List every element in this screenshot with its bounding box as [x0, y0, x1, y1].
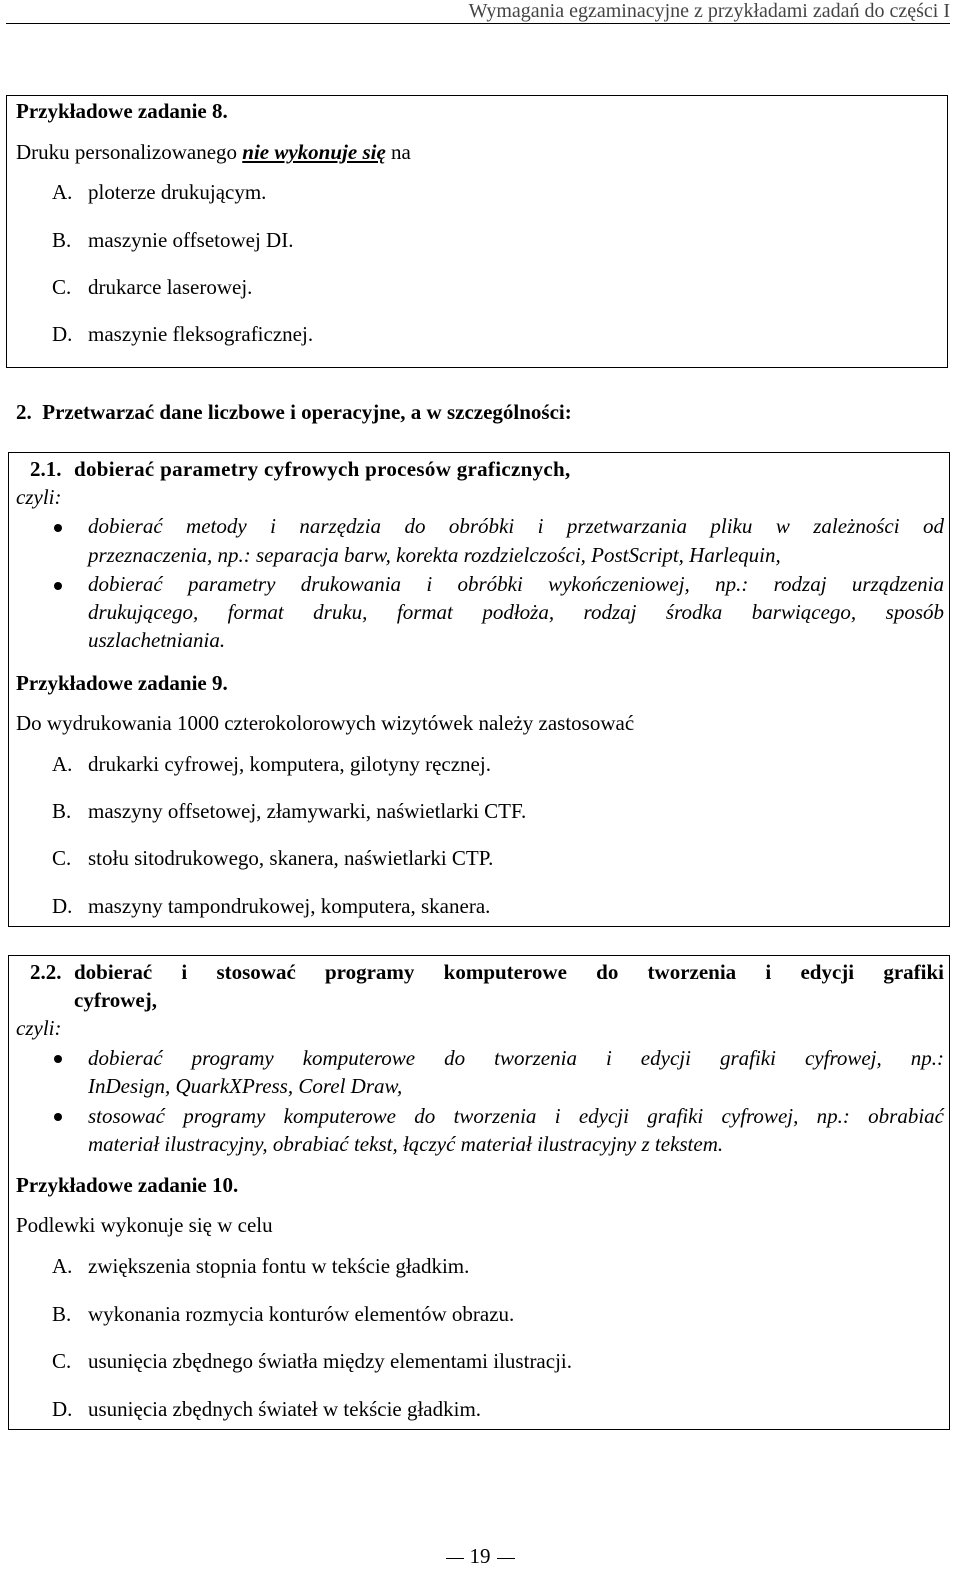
task9-heading: Przykładowe zadanie 9. — [16, 671, 228, 695]
task8-heading: Przykładowe zadanie 8. — [16, 99, 228, 123]
header-rule — [6, 23, 950, 24]
task10-option-d: D. usunięcia zbędnych świateł w tekście gładkim. — [52, 1397, 482, 1421]
bullet-dot — [54, 1055, 62, 1063]
dash-right — [497, 1558, 515, 1559]
bullet-dot — [54, 1113, 62, 1121]
bullet-dot — [54, 524, 62, 532]
block21-bullet1-line1: dobierać metody i narzędzia do obróbki i przetwarzania pliku w zależności od — [88, 514, 944, 538]
block21-czyli: czyli: — [16, 485, 62, 509]
task8-option-d: D. maszynie fleksograficznej. — [52, 322, 314, 346]
task10-heading: Przykładowe zadanie 10. — [16, 1173, 239, 1197]
block21-bullet2-line3: uszlachetniania. — [88, 628, 226, 652]
section2-heading: 2. Przetwarzać dane liczbowe i operacyjne, a w szczególności: — [16, 400, 572, 424]
block21-title: dobierać parametry cyfrowych procesów graficznych, — [74, 457, 571, 481]
block21-bullet2-line2: drukującego, format druku, format podłoża, rodzaj środka barwiącego, sposób — [88, 600, 944, 624]
task10-question: Podlewki wykonuje się w celu — [16, 1213, 273, 1237]
dash-left — [446, 1558, 464, 1559]
task8-question — [16, 140, 411, 165]
task8-option-a: A. ploterze drukującym. — [52, 180, 267, 204]
task8-question-pre: Druku personalizowanego — [16, 140, 243, 164]
block22-bullet2-line2: materiał ilustracyjny, obrabiać tekst, łączyć materiał ilustracyjny z tekstem. — [88, 1132, 724, 1156]
task10-option-b: B. wykonania rozmycia konturów elementów obrazu. — [52, 1302, 515, 1326]
task8-option-c: C. drukarce laserowej. — [52, 275, 253, 299]
task9-question: Do wydrukowania 1000 czterokolorowych wizytówek należy zastosować — [16, 711, 635, 735]
task8-question-emphasis: nie wykonuje się — [242, 140, 386, 164]
task9-option-c: C. stołu sitodrukowego, skanera, naświetlarki CTP. — [52, 846, 494, 870]
task10-option-a: A. zwiększenia stopnia fontu w tekście gładkim. — [52, 1254, 470, 1278]
block22-bullet1-line1: dobierać programy komputerowe do tworzenia i edycji grafiki cyfrowej, np.: — [88, 1046, 944, 1070]
block22-bullet1-line2: InDesign, QuarkXPress, Corel Draw, — [88, 1074, 403, 1098]
block22-title-line2: cyfrowej, — [74, 988, 157, 1012]
page-number — [0, 1544, 960, 1569]
task8-question-post: na — [385, 140, 411, 164]
bullet-dot — [54, 582, 62, 590]
task9-option-b: B. maszyny offsetowej, złamywarki, naświetlarki CTF. — [52, 799, 527, 823]
block22-title-line1: dobierać i stosować programy komputerowe do tworzenia i edycji grafiki — [74, 960, 944, 984]
task9-option-d: D. maszyny tampondrukowej, komputera, skanera. — [52, 894, 491, 918]
block21-bullet1-line2: przeznaczenia, np.: separacja barw, korekta rozdzielczości, PostScript, Harlequin, — [88, 543, 781, 567]
task8-option-b: B. maszynie offsetowej DI. — [52, 228, 294, 252]
block22-bullet2-line1: stosować programy komputerowe do tworzenia i edycji grafiki cyfrowej, np.: obrabiać — [88, 1104, 944, 1128]
page-number-text: 19 — [469, 1544, 491, 1568]
task9-option-a: A. drukarki cyfrowej, komputera, gilotyny ręcznej. — [52, 752, 491, 776]
task10-option-c: C. usunięcia zbędnego światła między elementami ilustracji. — [52, 1349, 572, 1373]
block21-bullet2-line1: dobierać parametry drukowania i obróbki wykończeniowej, np.: rodzaj urządzenia — [88, 572, 944, 596]
block22-czyli: czyli: — [16, 1016, 62, 1040]
block22-number: 2.2. — [30, 960, 62, 984]
running-header: Wymagania egzaminacyjne z przykładami zadań do części I — [468, 0, 950, 22]
block21-number: 2.1. — [30, 457, 62, 481]
